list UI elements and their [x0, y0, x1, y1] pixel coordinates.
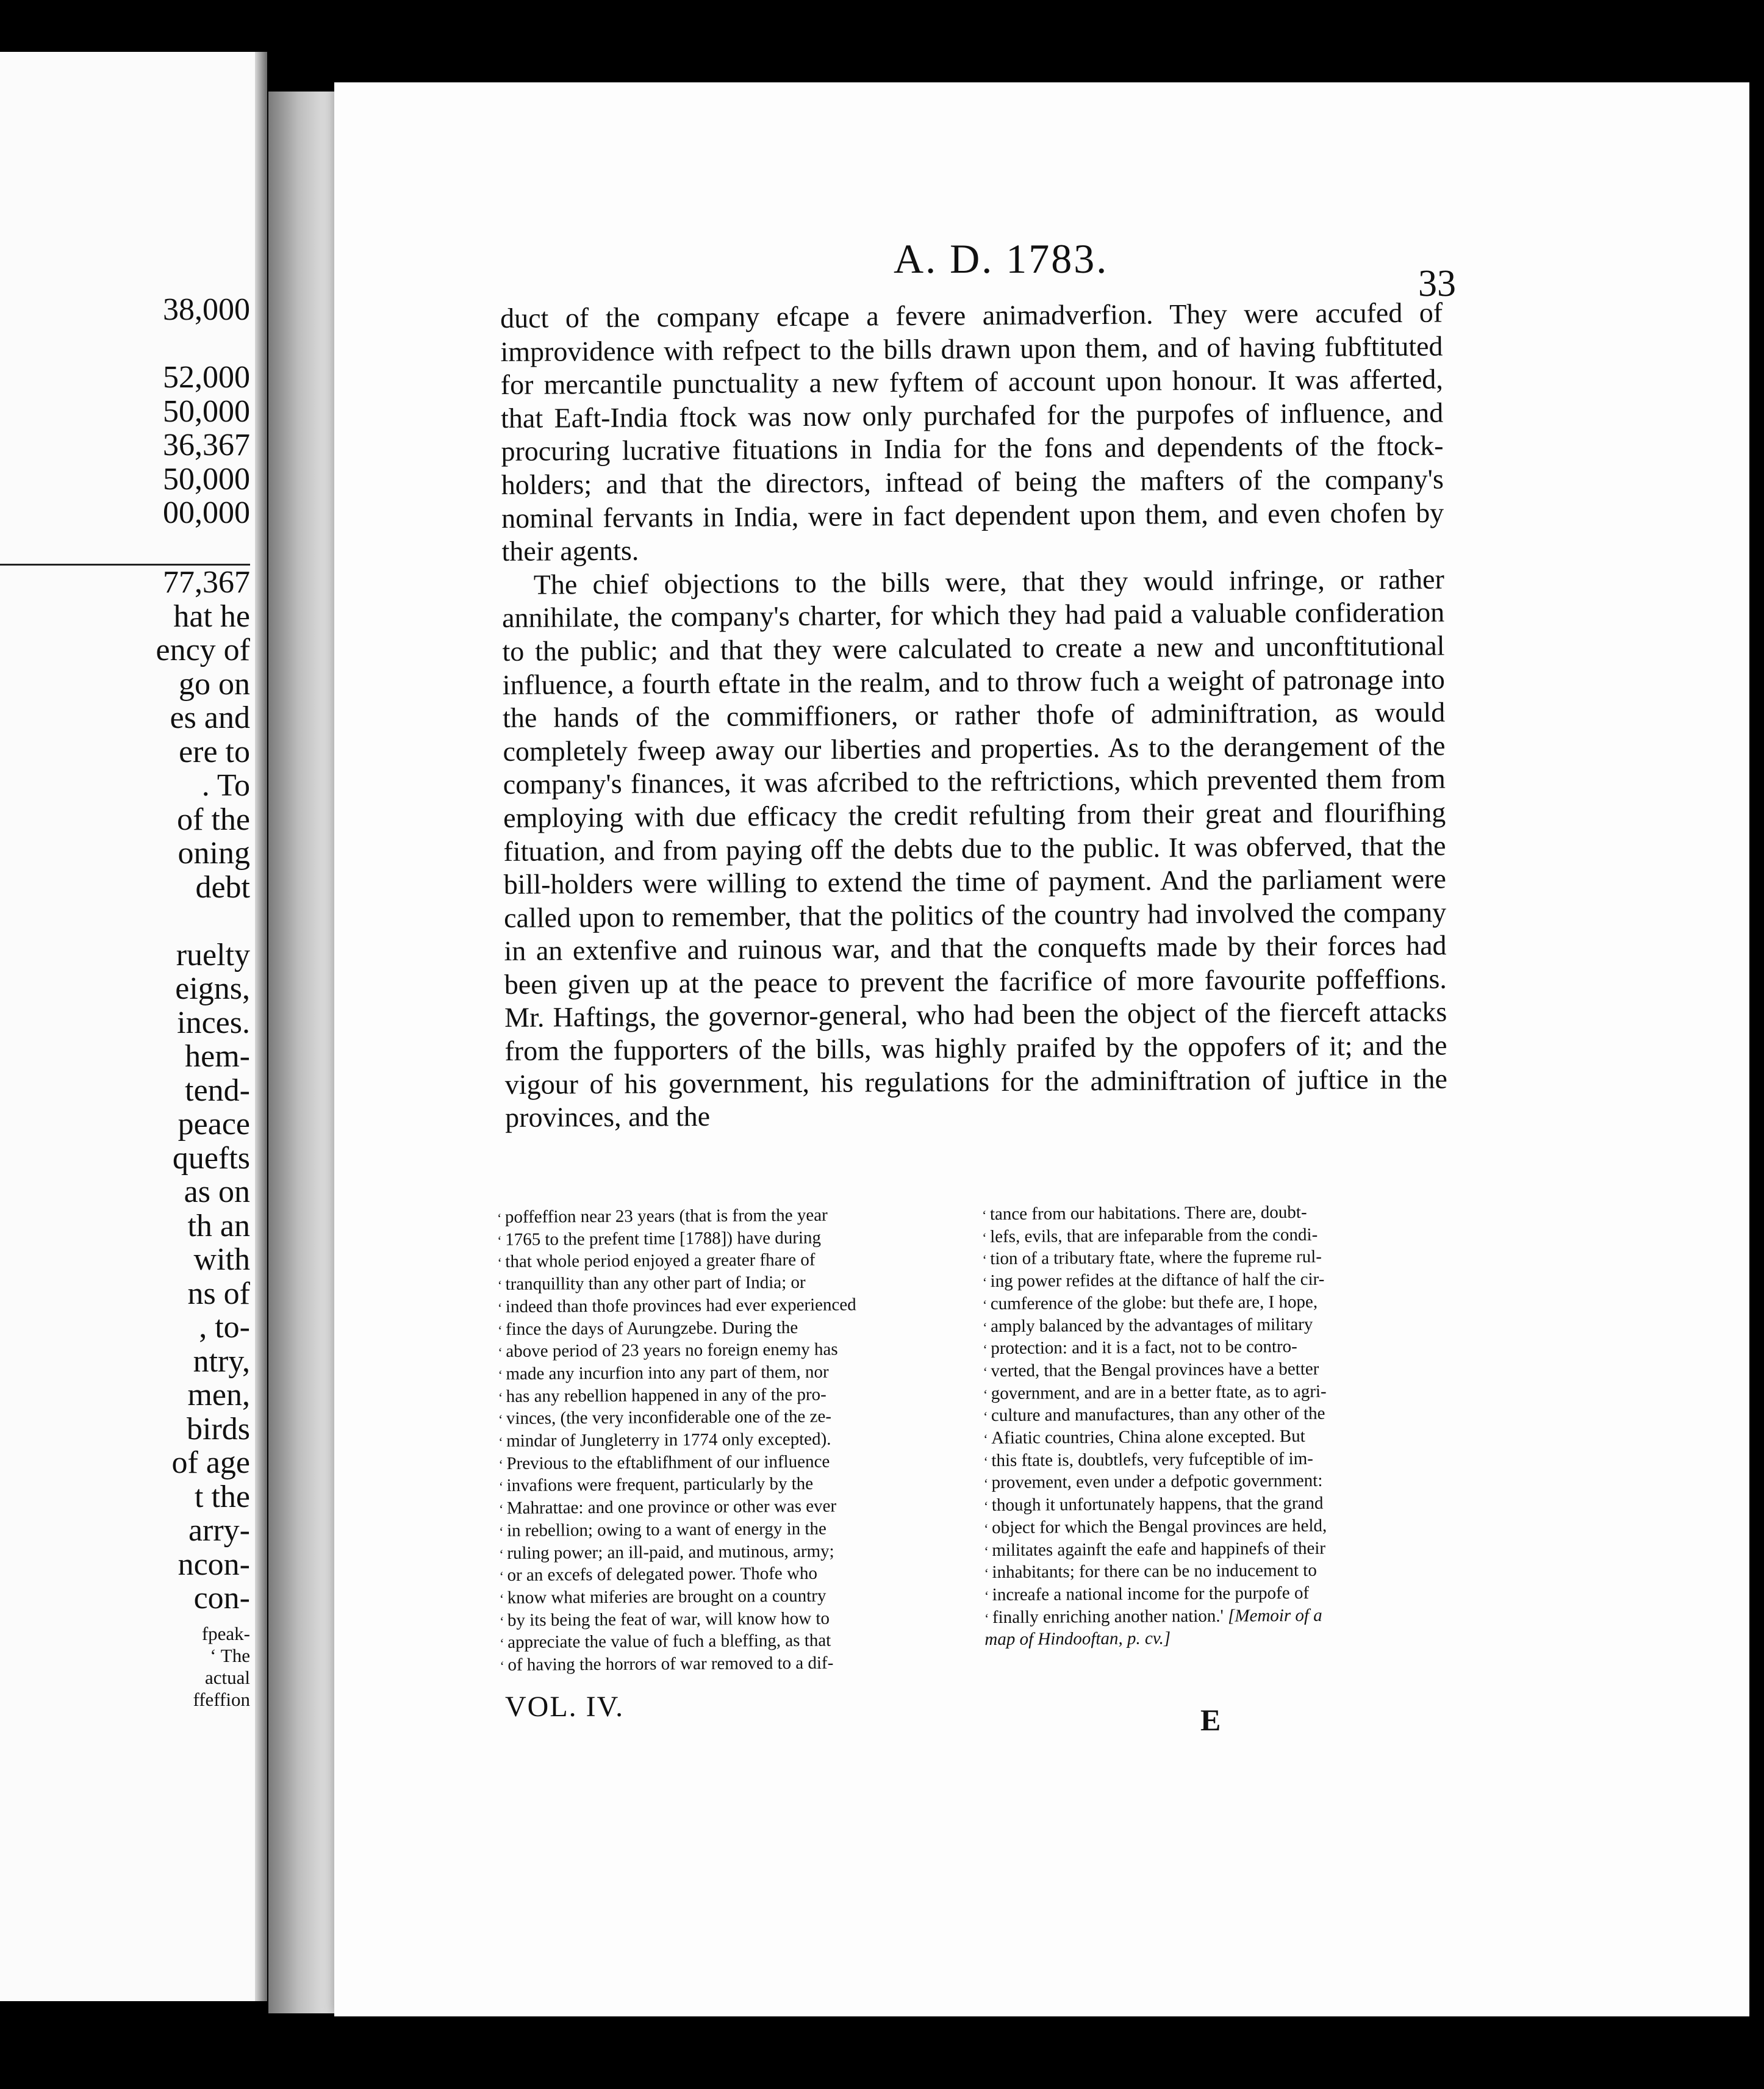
running-head: A. D. 1783. — [894, 236, 1109, 282]
main-body-text — [500, 297, 1447, 1135]
left-fragment-line: 00,000 — [163, 496, 250, 530]
footnote-line: ‘ lefs, evils, that are infeparable from the condi- — [982, 1223, 1430, 1248]
footnotes — [497, 1201, 1433, 1677]
left-fragment-line: ency of — [156, 633, 250, 667]
footnote-line: ‘ fince the days of Aurungzebe. During the — [498, 1316, 946, 1341]
page-number: 33 — [1418, 263, 1456, 304]
left-fragment-line: birds — [187, 1412, 250, 1446]
volume-signature: VOL. IV. — [505, 1691, 625, 1723]
left-fragment-line: peace — [177, 1107, 250, 1142]
footnote-line: ‘ though it unfortunately happens, that the grand — [984, 1492, 1432, 1517]
footnote-line: ‘ or an excefs of delegated power. Thofe who — [500, 1562, 948, 1587]
left-fragment-line: eigns, — [175, 972, 250, 1006]
left-fragment-line: go on — [179, 667, 250, 701]
footnote-citation-continued: map of Hindooftan, p. cv.] — [984, 1628, 1171, 1650]
left-footnote-fragment: ‘ The — [210, 1645, 250, 1666]
left-fragment-line: of age — [171, 1446, 250, 1480]
footnote-line: ‘ that whole period enjoyed a greater fhare of — [497, 1249, 945, 1274]
left-fragment-line: th an — [187, 1209, 250, 1243]
footnote-line: ‘ above period of 23 years no foreign enemy has — [498, 1339, 946, 1364]
footnote-line: ‘ tranquillity than any other part of India; or — [498, 1271, 946, 1296]
left-fragment-line: ere to — [179, 735, 250, 769]
footnote-citation: [Memoir of a — [1223, 1605, 1322, 1626]
left-footnote-fragment: fpeak- — [201, 1623, 250, 1644]
left-fragment-line: con- — [193, 1581, 250, 1616]
left-fragment-line: oning — [177, 836, 250, 871]
footnote-line: ‘ has any rebellion happened in any of the pro- — [498, 1383, 947, 1408]
footnote-line: ‘ Previous to the eftablifhment of our influence — [498, 1450, 947, 1475]
left-fragment-line: , to- — [199, 1311, 250, 1345]
left-fragment-line: 50,000 — [163, 462, 250, 496]
footnote-line: ‘ poffeffion near 23 years (that is from the year — [497, 1204, 945, 1229]
footnote-line: ‘ government, and are in a better ftate, as to agri- — [983, 1380, 1432, 1405]
left-fragment-line: tend- — [185, 1073, 250, 1107]
footnote-line: ‘ inhabitants; for there can be no inducement to — [984, 1559, 1433, 1584]
footnote-line: ‘ of having the horrors of war removed to a dif- — [500, 1652, 948, 1677]
left-fragment-line: 52,000 — [163, 361, 250, 395]
footnote-line: ‘ increafe a national income for the purpofe of — [984, 1582, 1433, 1607]
footnote-line: ‘ invafions were frequent, particularly by the — [499, 1473, 947, 1498]
footnote-line: ‘ amply balanced by the advantages of military — [983, 1313, 1431, 1338]
footnote-line: ‘ cumference of the globe: but thefe are, I hope, — [983, 1290, 1431, 1315]
footnote-line: ‘ tion of a tributary ftate, where the fupreme rul- — [982, 1246, 1430, 1271]
left-fragment-line: arry- — [188, 1514, 250, 1548]
footnote-line: ‘ finally enriching another nation.' [Memoir of a — [984, 1604, 1433, 1629]
left-fragment-line: 50,000 — [163, 394, 250, 428]
footnote-line: ‘ culture and manufactures, than any other of the — [983, 1403, 1432, 1428]
left-fragment-line: 77,367 — [0, 564, 250, 600]
footnote-column-right — [982, 1201, 1433, 1674]
left-page-text-fragments — [0, 293, 259, 1616]
left-fragment-line: ruelty — [176, 938, 250, 972]
left-fragment-line: hat he — [173, 599, 250, 633]
footnote-line: ‘ provement, even under a defpotic government: — [984, 1470, 1432, 1495]
paragraph: The chief objections to the bills were, that they would infringe, or rather annihilate, the company's charter, for which they had paid a valuable confideration to the public; and that they were calculated to create a new and unconftitutional influence, a fourth eftate in the realm, and to throw fuch a weight of patronage into the hands of the commiffioners, or rather thofe of adminiftration, as would completely fweep away our liberties and properties. As to the derangement of the company's finances, it was afcribed to the reftrictions, which prevented them from employing with due efficacy the credit refulting from their great and flourifhing fituation, and from paying off the debts due to the public. It was obferved, that the bill-holders were willing to extend the time of payment. And the parliament were called upon to remember, that the politics of the country had involved the company in an extenfive and ruinous war, and that the conquefts made by their forces had been given up at the peace to prevent the facrifice of more favourite poffeffions. Mr. Haftings, the governor-general, who had been the object of the fierceft attacks from the fupporters of the bills, was highly praifed by the oppofers of it; and the vigour of his government, his regulations for the adminiftration of juftice in the provinces, and the — [502, 563, 1447, 1134]
left-fragment-line — [0, 904, 250, 938]
footnote-line: ‘ protection: and it is a fact, not to be contro- — [983, 1336, 1431, 1361]
left-fragment-line: t the — [195, 1480, 250, 1514]
footnote-line: ‘ appreciate the value of fuch a bleffing, as that — [500, 1630, 948, 1655]
left-footnote-fragment: ffeffion — [193, 1689, 250, 1710]
left-fragment-line: ns of — [187, 1276, 250, 1311]
left-fragment-line: with — [193, 1243, 250, 1277]
left-fragment-line: inces. — [177, 1005, 250, 1040]
footnote-line: ‘ vinces, (the very inconfiderable one of the ze- — [498, 1406, 947, 1431]
footnote-line: ‘ indeed than thofe provinces had ever experienced — [498, 1293, 946, 1318]
footnote-column-left — [497, 1204, 948, 1677]
footnote-line: ‘ militates againft the eafe and happinefs of their — [984, 1537, 1432, 1562]
left-fragment-line: . To — [201, 769, 250, 803]
left-fragment-line: as on — [184, 1175, 250, 1209]
left-fragment-line: es and — [170, 701, 250, 735]
left-fragment-line: ncon- — [177, 1547, 250, 1581]
footnote-line: ‘ mindar of Jungleterry in 1774 only excepted). — [498, 1428, 947, 1453]
left-fragment-line: men, — [187, 1378, 250, 1412]
left-fragment-line: 38,000 — [163, 293, 250, 327]
footnote-line: ‘ ruling power; an ill-paid, and mutinous, army; — [499, 1540, 947, 1565]
footnote-line: ‘ made any incurfion into any part of them, nor — [498, 1361, 947, 1386]
left-fragment-line: of the — [177, 802, 250, 836]
footnote-line: ‘ know what miferies are brought on a country — [500, 1584, 948, 1609]
left-fragment-line: ntry, — [193, 1344, 250, 1378]
footnote-line: ‘ this ftate is, doubtlefs, very fufceptible of im- — [983, 1447, 1432, 1472]
left-fragment-line: quefts — [172, 1141, 250, 1175]
footnote-line: ‘ Afiatic countries, China alone excepted. But — [983, 1425, 1432, 1450]
footnote-line: ‘ in rebellion; owing to a want of energy in the — [499, 1517, 947, 1542]
signature-mark: E — [1200, 1703, 1221, 1737]
left-fragment-line — [0, 327, 250, 361]
footnote-line: ‘ 1765 to the prefent time [1788]) have during — [497, 1226, 945, 1251]
left-fragment-line: hem- — [185, 1040, 250, 1074]
left-page-footnote-fragments — [0, 1623, 259, 1711]
left-footnote-fragment: actual — [204, 1667, 250, 1688]
footnote-line: ‘ ing power refides at the diftance of half the cir- — [983, 1268, 1431, 1293]
left-fragment-line — [0, 530, 250, 564]
footnote-line: ‘ by its being the feat of war, will know how to — [500, 1607, 948, 1632]
footnote-line: ‘ Mahrattae: and one province or other was ever — [499, 1495, 947, 1520]
left-fragment-line: debt — [195, 870, 250, 904]
book-gutter — [268, 92, 335, 2013]
footnote-line: ‘ verted, that the Bengal provinces have a better — [983, 1358, 1432, 1383]
footnote-line: ‘ tance from our habitations. There are, doubt- — [982, 1201, 1430, 1226]
left-fragment-line: 36,367 — [163, 428, 250, 462]
paragraph: duct of the company efcape a fevere animadverfion. They were accufed of improvidence with refpect to the bills drawn upon them, and of having fubftituted for mercantile punctuality a new fyftem of account upon honour. It was afferted, that Eaft-India ftock was now only purchafed for the purpofes of influence, and procuring lucrative fituations in India for the fons and dependents of the ftock-holders; and that the directors, inftead of being the mafters of the company's nominal fervants in India, were in fact dependent upon them, and even chofen by their agents. — [500, 297, 1444, 567]
footnote-line: ‘ object for which the Bengal provinces are held, — [984, 1514, 1432, 1539]
